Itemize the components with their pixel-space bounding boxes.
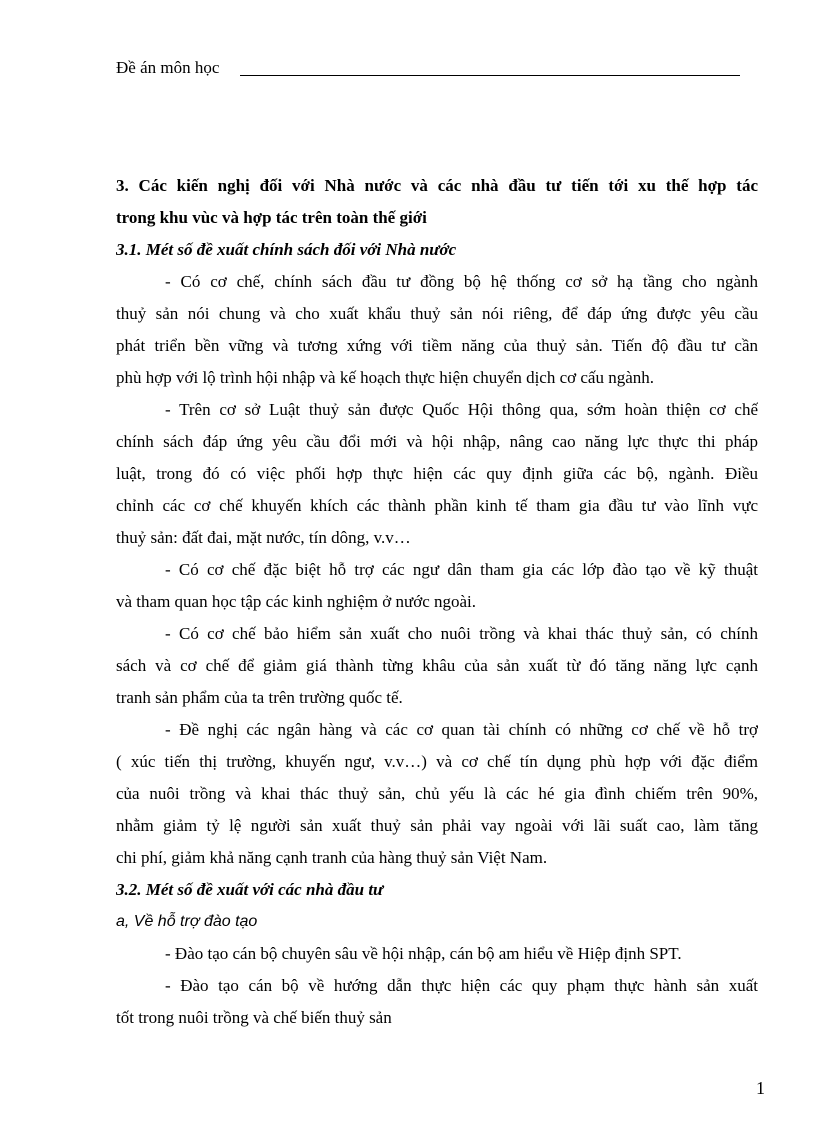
page-header (116, 56, 740, 80)
text-line: - Có cơ chế đặc biệt hỗ trợ các ngư dân tham gia các lớp đào tạo về kỹ thuật (165, 560, 758, 579)
text-line: trong khu vùc và hợp tác trên toàn thế giới (116, 208, 427, 227)
text-line: thuỷ sản: đất đai, mặt nước, tín dông, v.v… (116, 528, 411, 547)
text-line: luật, trong đó có việc phối hợp thực hiện các quy định giữa các bộ, ngành. Điều (116, 464, 758, 483)
text-line: 3.2. Mét số đề xuất với các nhà đầu tư (116, 880, 384, 899)
text-line: ( xúc tiến thị trường, khuyến ngư, v.v…) và cơ chế tín dụng phù hợp với đặc điểm (116, 752, 758, 771)
text-line: - Có cơ chế, chính sách đầu tư đồng bộ hệ thống cơ sở hạ tầng cho ngành (165, 272, 758, 291)
text-line: - Có cơ chế bảo hiểm sản xuất cho nuôi trồng và khai thác thuỷ sản, có chính (165, 624, 758, 643)
text-line: và tham quan học tập các kinh nghiệm ở nước ngoài. (116, 592, 477, 611)
text-line: chỉnh các cơ chế khuyến khích các thành phần kinh tế tham gia đầu tư vào lĩnh vực (116, 496, 758, 515)
text-line: tranh sản phẩm của ta trên trường quốc tế. (116, 688, 403, 707)
text-line: - Trên cơ sở Luật thuỷ sản được Quốc Hội thông qua, sớm hoàn thiện cơ chế (165, 400, 758, 419)
page-number: 1 (756, 1078, 765, 1098)
text-line: của nuôi trồng và khai thác thuỷ sản, chủ yếu là các hé gia đình chiếm trên 90%, (116, 784, 758, 803)
text-line: chi phí, giảm khả năng cạnh tranh của hàng thuỷ sản Việt Nam. (116, 848, 548, 867)
text-line: thuỷ sản nói chung và cho xuất khẩu thuỷ sản nói riêng, để đáp ứng được yêu cầu (116, 304, 758, 323)
text-line: phù hợp với lộ trình hội nhập và kế hoạch thực hiện chuyển dịch cơ cấu ngành. (116, 368, 655, 387)
text-line: sách và cơ chế để giảm giá thành từng khâu của sản xuất từ đó tăng năng lực cạnh (116, 656, 758, 675)
text-line: tốt trong nuôi trồng và chế biến thuỷ sản (116, 1008, 392, 1027)
text-line: a, Về hỗ trợ đào tạo (116, 913, 258, 930)
text-line: 3.1. Mét số đề xuất chính sách đối với Nhà nước (116, 240, 457, 259)
text-line: - Đề nghị các ngân hàng và các cơ quan tài chính có những cơ chế về hỗ trợ (165, 720, 758, 739)
text-line: nhằm giảm tỷ lệ người sản xuất thuỷ sản phải vay ngoài với lãi suất cao, làm tăng (116, 816, 758, 835)
text-line: - Đào tạo cán bộ về hướng dẫn thực hiện các quy phạm thực hành sản xuất (165, 976, 758, 995)
text-line: - Đào tạo cán bộ chuyên sâu về hội nhập, cán bộ am hiểu về Hiệp định SPT. (165, 944, 682, 963)
document-body (116, 170, 758, 1034)
header-rule (240, 75, 740, 76)
text-line: phát triển bền vững và tương xứng với tiềm năng của thuỷ sản. Tiến độ đầu tư cần (116, 336, 758, 355)
text-line: chính sách đáp ứng yêu cầu đổi mới và hội nhập, nâng cao năng lực thực thi pháp (116, 432, 758, 451)
text-line: 3. Các kiến nghị đối với Nhà nước và các nhà đầu tư tiến tới xu thế hợp tác (116, 176, 758, 195)
header-title: Đề án môn học (116, 58, 220, 77)
